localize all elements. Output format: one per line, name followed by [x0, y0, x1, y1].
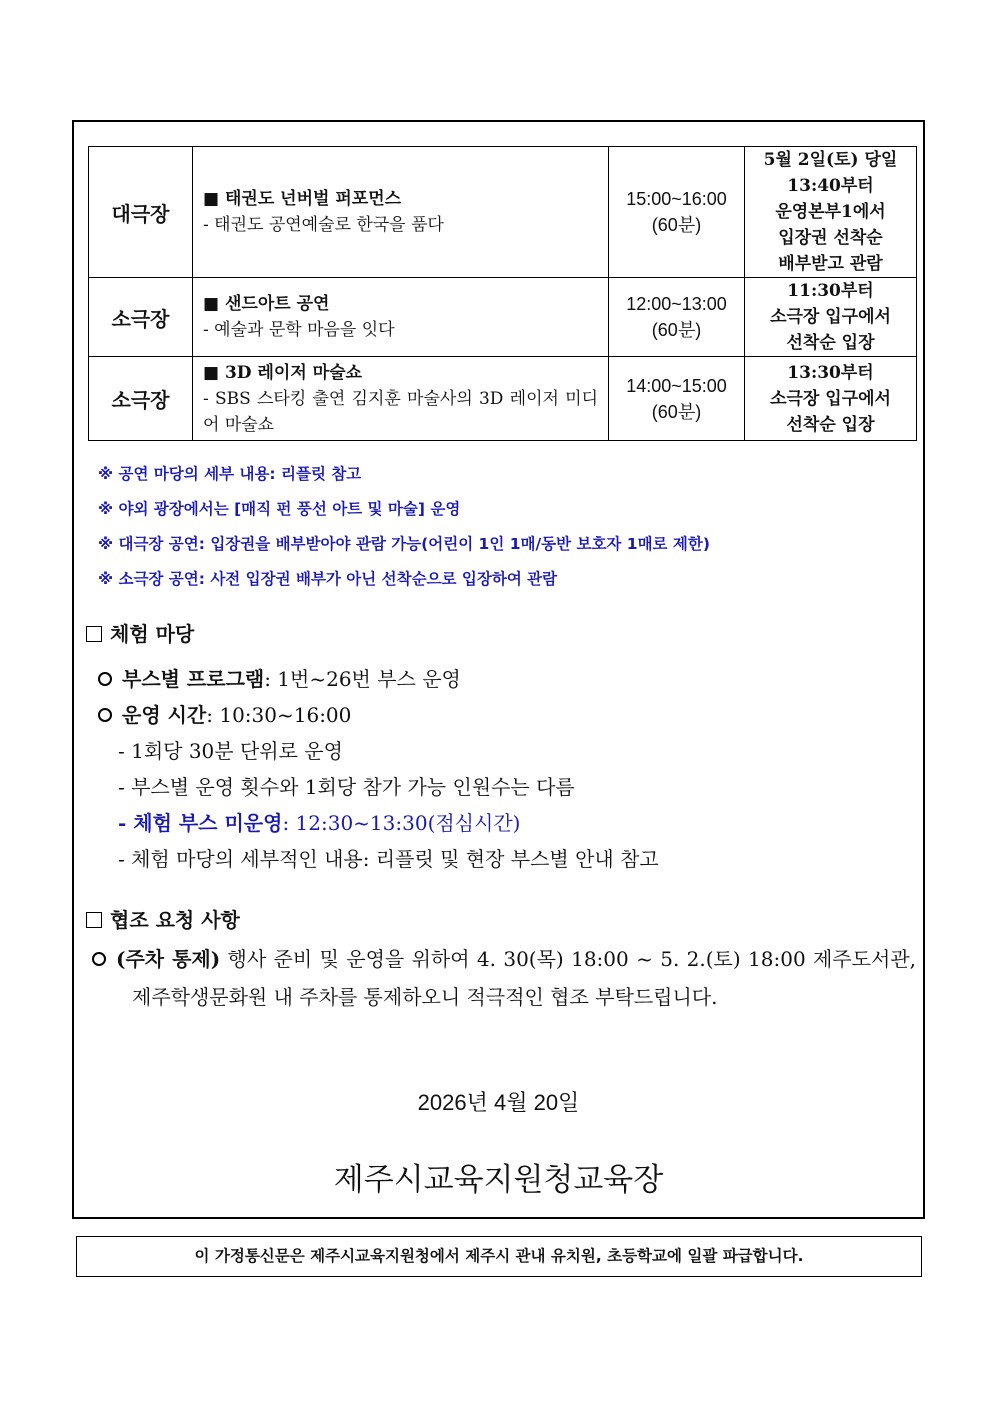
sender-title: 제주시교육지원청교육장: [333, 1162, 664, 1198]
booth-program-line: [98, 664, 461, 694]
entry-line: 소극장 입구에서: [770, 307, 891, 327]
note-item: ※ 야외 광장에서는 [매직 펀 풍선 아트 및 마술] 운영: [98, 500, 461, 518]
booth-label: 부스별 프로그램: [122, 667, 265, 691]
time-range: 14:00~15:00: [626, 375, 727, 396]
entry-line: 11:30부터: [787, 281, 874, 301]
hours-value: : 10:30~16:00: [206, 703, 352, 727]
table-row: [89, 147, 917, 278]
footer-notice: 이 가정통신문은 제주시교육지원청에서 제주시 관내 유치원, 초등학교에 일괄 파급합니다.: [76, 1236, 922, 1277]
performance-schedule-table: [88, 146, 917, 441]
venue-cell: 소극장: [89, 357, 193, 441]
entry-line: 배부받고 관람: [778, 254, 883, 274]
program-cell: [193, 357, 609, 441]
circle-bullet-icon: [98, 672, 112, 686]
parking-label: (주차 통제): [116, 947, 221, 971]
issue-date: 2026년 4월 20일: [417, 1090, 580, 1115]
parking-text: 행사 준비 및 운영을 위하여 4. 30(목) 18:00 ~ 5. 2.(토) 18:00 제주도서관, 제주학생문화원 내 주차를 통제하오니 적극적인 협조 부탁드립니다.: [132, 947, 917, 1009]
entry-line: 소극장 입구에서: [770, 388, 891, 409]
section-heading-cooperation: [86, 906, 240, 934]
parking-notice: [92, 940, 916, 1016]
entry-line: 운영본부1에서: [775, 202, 886, 222]
program-desc: - 예술과 문학 마음을 잇다: [203, 320, 395, 340]
detail-line: - 1회당 30분 단위로 운영: [118, 739, 343, 763]
program-cell: [193, 278, 609, 357]
entry-line: 선착순 입장: [786, 414, 875, 435]
section-title: 협조 요청 사항: [110, 908, 240, 932]
table-row: [89, 278, 917, 357]
note-item: ※ 공연 마당의 세부 내용: 리플릿 참고: [98, 465, 362, 483]
booth-value: : 1번~26번 부스 운영: [264, 667, 461, 691]
entry-cell: [745, 357, 917, 441]
note-item: ※ 대극장 공연: 입장권을 배부받아야 관람 가능(어린이 1인 1매/동반 보호자 1매로 제한): [98, 535, 710, 553]
program-title: ■ 샌드아트 공연: [203, 294, 330, 314]
time-cell: [609, 147, 745, 278]
entry-line: 13:30부터: [787, 362, 874, 383]
time-cell: [609, 357, 745, 441]
entry-line: 선착순 입장: [786, 333, 875, 353]
circle-bullet-icon: [98, 708, 112, 722]
program-desc: - 태권도 공연예술로 한국을 품다: [203, 215, 444, 235]
entry-cell: [745, 278, 917, 357]
document-frame: [72, 120, 925, 1219]
duration: (60분): [651, 320, 702, 340]
program-cell: [193, 147, 609, 278]
duration: (60분): [651, 401, 702, 422]
entry-line: 5월 2일(토) 당일: [763, 150, 898, 170]
program-desc: - SBS 스타킹 출연 김지훈 마술사의 3D 레이저 미디어 마술쇼: [203, 388, 598, 435]
section-heading-experience: [86, 620, 194, 648]
lunch-value: : 12:30~13:30(점심시간): [282, 811, 521, 835]
program-title: ■ 3D 레이저 마술쇼: [203, 362, 362, 383]
square-bullet-icon: [86, 912, 102, 928]
operating-hours-line: [98, 700, 351, 730]
circle-bullet-icon: [92, 952, 106, 966]
note-item: ※ 소극장 공연: 사전 입장권 배부가 아닌 선착순으로 입장하여 관람: [98, 570, 558, 588]
table-row: [89, 357, 917, 441]
square-bullet-icon: [86, 626, 102, 642]
entry-cell: [745, 147, 917, 278]
hours-label: 운영 시간: [122, 703, 207, 727]
venue-cell: 소극장: [89, 278, 193, 357]
time-range: 15:00~16:00: [626, 189, 727, 209]
duration: (60분): [651, 215, 702, 235]
entry-line: 입장권 선착순: [778, 228, 883, 248]
detail-line: - 부스별 운영 횟수와 1회당 참가 가능 인원수는 다름: [118, 775, 575, 799]
leaflet-line: - 체험 마당의 세부적인 내용: 리플릿 및 현장 부스별 안내 참고: [118, 847, 659, 871]
lunch-label: - 체험 부스 미운영: [118, 811, 283, 835]
notes-list: [98, 462, 898, 602]
time-range: 12:00~13:00: [626, 294, 727, 314]
venue-cell: 대극장: [89, 147, 193, 278]
lunch-break-line: [118, 808, 520, 838]
program-title: ■ 태권도 넌버벌 퍼포먼스: [203, 189, 402, 209]
time-cell: [609, 278, 745, 357]
entry-line: 13:40부터: [787, 176, 874, 196]
section-title: 체험 마당: [110, 622, 195, 646]
